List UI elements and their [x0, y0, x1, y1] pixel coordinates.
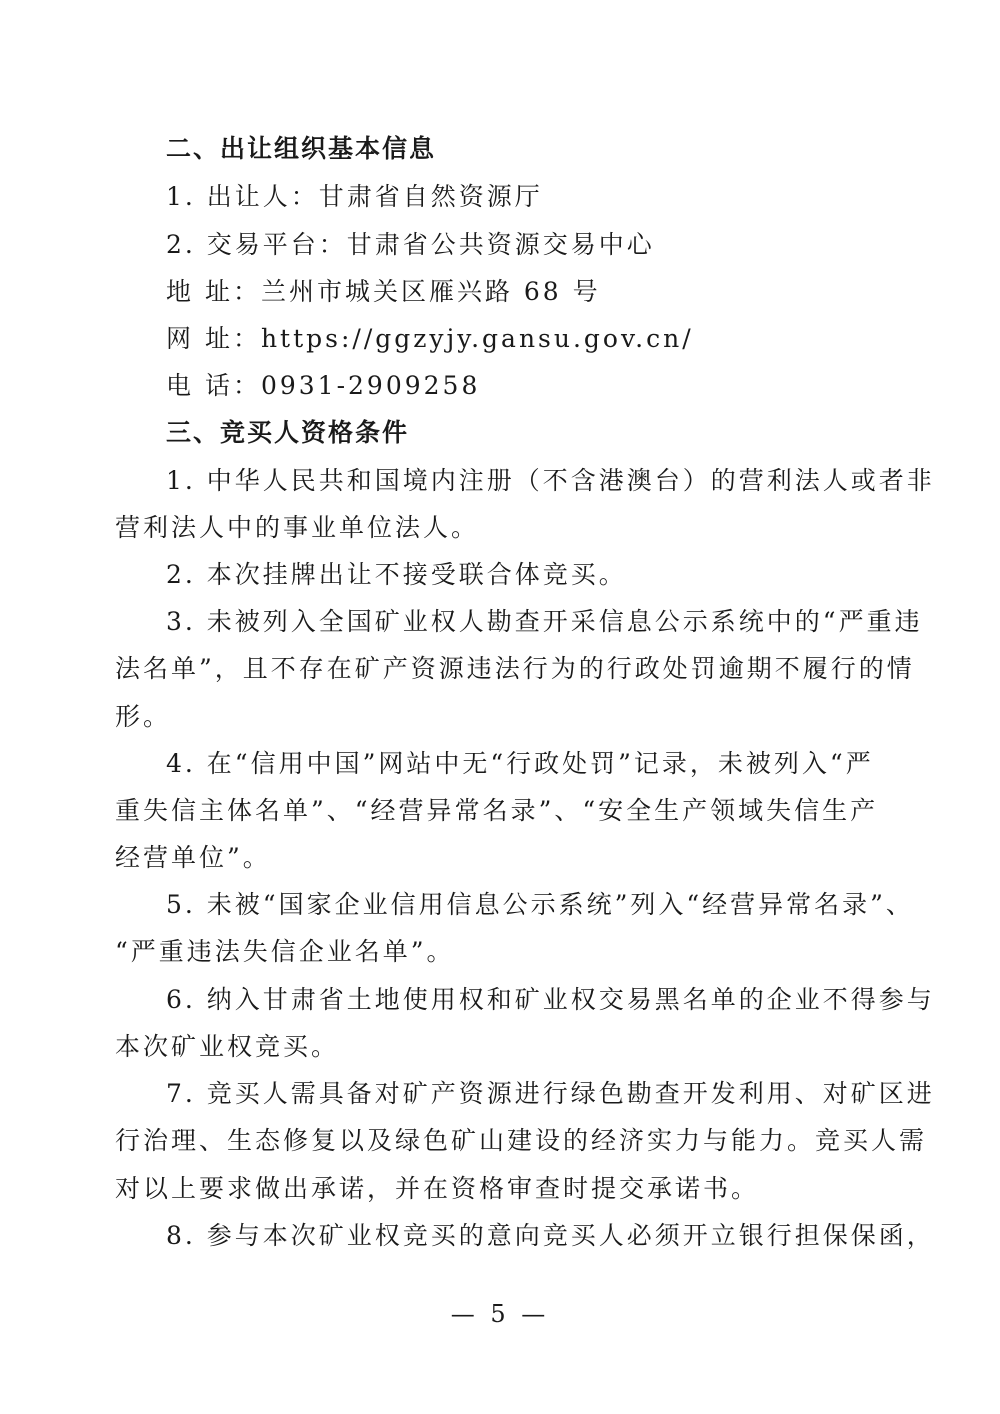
paragraph-line: 8. 参与本次矿业权竞买的意向竞买人必须开立银行担保保函，	[166, 1221, 935, 1250]
paragraph-line: 经营单位”。	[115, 843, 271, 872]
paragraph-line: 7. 竞买人需具备对矿产资源进行绿色勘查开发利用、对矿区进	[166, 1079, 935, 1108]
paragraph-line: 4. 在“信用中国”网站中无“行政处罚”记录，未被列入“严	[166, 749, 874, 778]
paragraph-line: 网 址：https://ggzyjy.gansu.gov.cn/	[166, 324, 694, 353]
paragraph-line: 重失信主体名单”、“经营异常名录”、“安全生产领域失信生产	[115, 796, 879, 825]
paragraph-line: 电 话：0931-2909258	[166, 371, 481, 400]
paragraph-line: 形。	[115, 702, 172, 731]
paragraph-line: 对以上要求做出承诺，并在资格审查时提交承诺书。	[115, 1174, 760, 1203]
paragraph-line: 2. 交易平台：甘肃省公共资源交易中心	[166, 230, 655, 259]
paragraph-line: 6. 纳入甘肃省土地使用权和矿业权交易黑名单的企业不得参与	[166, 985, 935, 1014]
paragraph-line: “严重违法失信企业名单”。	[115, 937, 455, 966]
paragraph-line: 5. 未被“国家企业信用信息公示系统”列入“经营异常名录”、	[166, 890, 914, 919]
paragraph-line: 3. 未被列入全国矿业权人勘查开采信息公示系统中的“严重违	[166, 607, 923, 636]
paragraph-line: 1. 中华人民共和国境内注册（不含港澳台）的营利法人或者非	[166, 466, 935, 495]
paragraph-line: 2. 本次挂牌出让不接受联合体竞买。	[166, 560, 627, 589]
paragraph-line: 1. 出让人：甘肃省自然资源厅	[166, 182, 543, 211]
section-heading-qualifications: 三、竞买人资格条件	[166, 418, 410, 447]
paragraph-line: 营利法人中的事业单位法人。	[115, 513, 480, 542]
paragraph-line: 本次矿业权竞买。	[115, 1032, 340, 1061]
page-number: — 5 —	[450, 1300, 550, 1328]
section-heading-organization: 二、出让组织基本信息	[166, 134, 437, 163]
paragraph-line: 地 址：兰州市城关区雁兴路 68 号	[166, 277, 601, 306]
paragraph-line: 法名单”，且不存在矿产资源违法行为的行政处罚逾期不履行的情	[115, 654, 915, 683]
paragraph-line: 行治理、生态修复以及绿色矿山建设的经济实力与能力。竞买人需	[115, 1126, 928, 1155]
